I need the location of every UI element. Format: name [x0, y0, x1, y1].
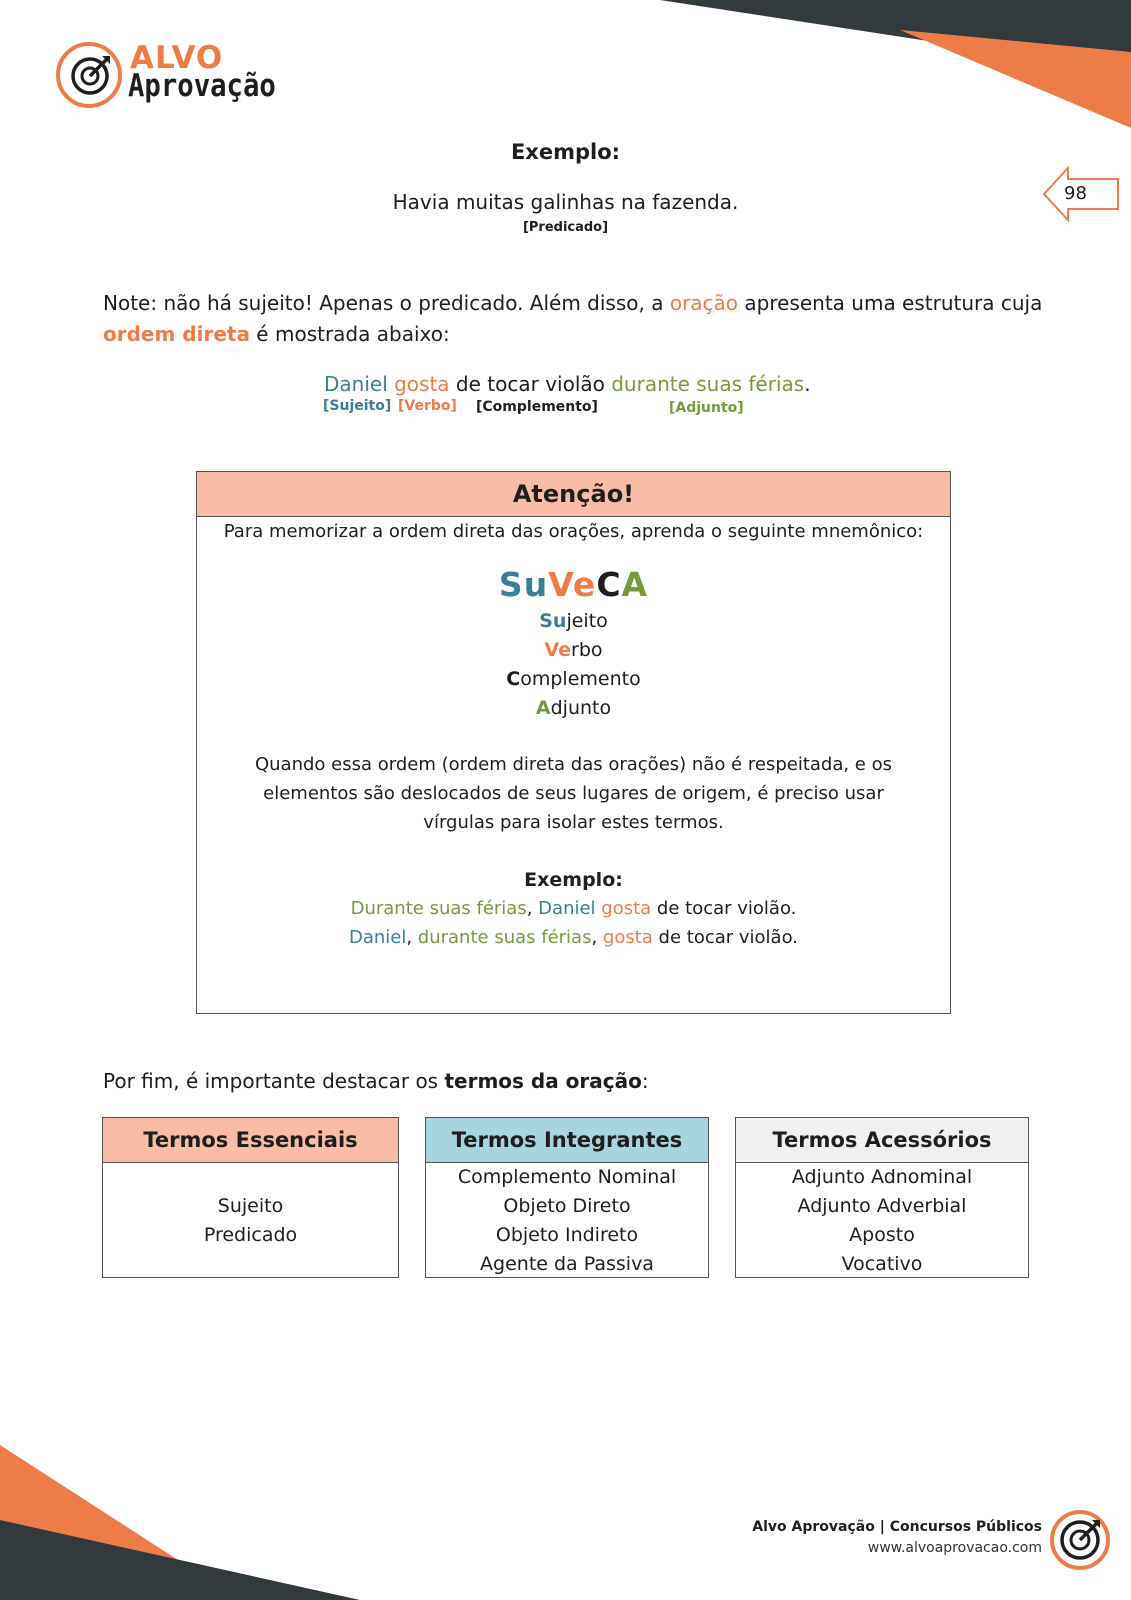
term-item: Objeto Direto	[503, 1195, 631, 1217]
order-adjunto: durante suas férias	[611, 372, 805, 396]
mnemonic	[197, 565, 950, 604]
attention-para-line1: Quando essa ordem (ordem direta das orações) não é respeitada, e os	[254, 754, 892, 775]
mnemonic-su: Su	[498, 565, 549, 604]
termos-acessorios-title: Termos Acessórios	[736, 1118, 1028, 1163]
termos-essenciais-box	[102, 1117, 399, 1278]
logo-arrow-icon	[62, 48, 118, 104]
note-ordem-direta: ordem direta	[103, 322, 250, 346]
order-sujeito: Daniel	[324, 372, 388, 396]
finally-bold: termos da oração	[444, 1069, 642, 1093]
attention-example-1	[197, 898, 950, 919]
termos-integrantes-box	[425, 1117, 709, 1278]
footer-logo-icon	[1049, 1509, 1111, 1571]
order-period: .	[804, 372, 811, 396]
mnemonic-c: C	[596, 565, 622, 604]
logo-aprovacao-text: Aprovação	[128, 68, 276, 104]
example-title: Exemplo:	[510, 140, 621, 164]
finally-part1: Por fim, é importante destacar os	[103, 1069, 445, 1093]
ex2-adjunto: durante suas férias	[417, 927, 592, 948]
word-adjunto-bold: A	[535, 697, 551, 719]
footer-title: Alvo Aprovação | Concursos Públicos	[752, 1519, 1042, 1535]
predicado-label: [Predicado]	[522, 220, 609, 235]
page-number: 98	[1064, 183, 1087, 204]
attention-example-title: Exemplo:	[524, 869, 623, 891]
ex1-comma: ,	[526, 898, 539, 919]
term-item: Sujeito	[217, 1195, 284, 1217]
label-verbo: [Verbo]	[398, 398, 457, 414]
ex2-comma1: ,	[406, 927, 418, 948]
term-item: Aposto	[849, 1224, 915, 1246]
label-sujeito: [Sujeito]	[323, 398, 392, 414]
word-complemento-bold: C	[506, 668, 521, 690]
term-item: Objeto Indireto	[495, 1224, 639, 1246]
order-verbo: gosta	[394, 372, 450, 396]
term-item: Agente da Passiva	[480, 1253, 654, 1275]
note-oracao: oração	[669, 291, 739, 315]
ex1-adjunto: Durante suas férias	[350, 898, 527, 919]
mnemonic-a: A	[621, 565, 649, 604]
ex2-comma2: ,	[591, 927, 603, 948]
termos-essenciais-title: Termos Essenciais	[103, 1118, 398, 1163]
termos-integrantes-title: Termos Integrantes	[426, 1118, 708, 1163]
word-complemento	[197, 668, 950, 690]
word-verbo	[197, 639, 950, 661]
note-part1: Note: não há sujeito! Apenas o predicado. Além disso, a	[103, 291, 670, 315]
ex1-verbo: gosta	[601, 898, 652, 919]
finally-part2: :	[641, 1069, 649, 1093]
ex1-rest: de tocar violão.	[651, 898, 797, 919]
order-example-sentence	[324, 372, 811, 396]
attention-box	[196, 471, 951, 1014]
ex2-verbo: gosta	[602, 927, 653, 948]
note-paragraph	[103, 288, 1043, 350]
attention-example-2	[197, 927, 950, 948]
note-part3: é mostrada abaixo:	[249, 322, 450, 346]
ex1-sujeito: Daniel	[538, 898, 596, 919]
example-sentence: Havia muitas galinhas na fazenda.	[392, 190, 739, 214]
term-item: Adjunto Adverbial	[797, 1195, 967, 1217]
word-adjunto-rest: djunto	[550, 697, 612, 719]
footer-url: www.alvoaprovacao.com	[867, 1540, 1042, 1556]
ex2-sujeito: Daniel	[348, 927, 407, 948]
order-complemento: de tocar violão	[455, 372, 605, 396]
word-sujeito-rest: jeito	[566, 610, 608, 632]
label-complemento: [Complemento]	[476, 399, 598, 415]
term-item: Complemento Nominal	[457, 1166, 677, 1188]
word-adjunto	[197, 697, 950, 719]
attention-intro: Para memorizar a ordem direta das orações, aprenda o seguinte mnemônico:	[223, 521, 924, 542]
note-part2: apresenta uma estrutura cuja	[738, 291, 1043, 315]
ex2-rest: de tocar violão.	[652, 927, 799, 948]
logo-alvo-text: ALVO	[130, 40, 224, 76]
word-verbo-bold: Ve	[544, 639, 572, 661]
termos-acessorios-box	[735, 1117, 1029, 1278]
attention-title: Atenção!	[197, 472, 950, 517]
attention-para-line3: vírgulas para isolar estes termos.	[423, 812, 724, 833]
mnemonic-ve: Ve	[548, 565, 597, 604]
label-adjunto: [Adjunto]	[669, 400, 744, 416]
word-complemento-rest: omplemento	[520, 668, 641, 690]
word-verbo-rest: rbo	[571, 639, 603, 661]
finally-line	[103, 1066, 649, 1097]
attention-para-line2: elementos são deslocados de seus lugares de origem, é preciso usar	[263, 783, 884, 804]
word-sujeito	[197, 610, 950, 632]
word-sujeito-bold: Su	[539, 610, 567, 632]
term-item: Adjunto Adnominal	[791, 1166, 973, 1188]
term-item: Vocativo	[841, 1253, 923, 1275]
term-item: Predicado	[203, 1224, 298, 1246]
